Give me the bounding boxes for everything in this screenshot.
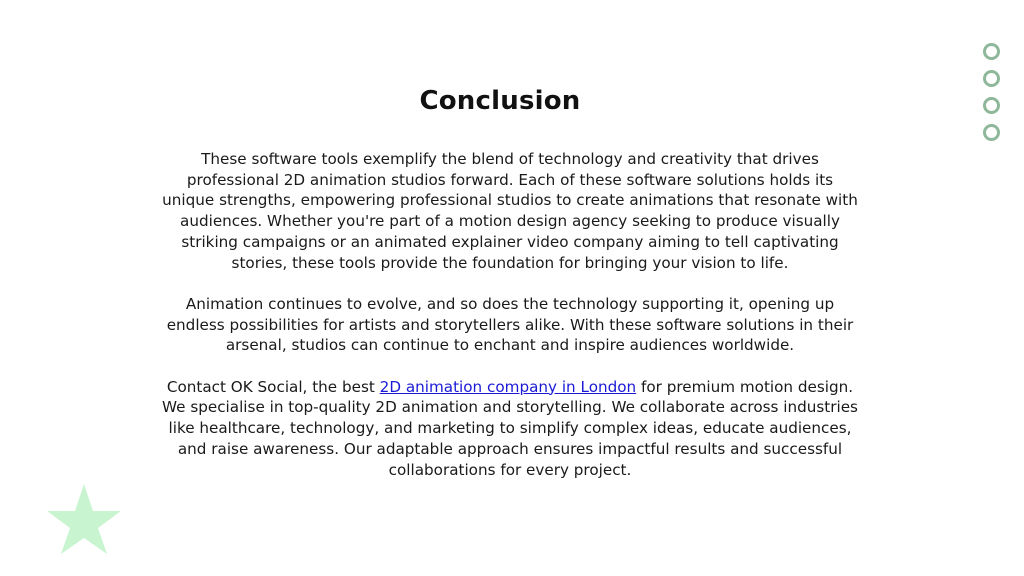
paragraph-3 bbox=[160, 377, 860, 481]
page-title: Conclusion bbox=[419, 86, 581, 116]
star-icon bbox=[46, 482, 122, 556]
animation-company-link[interactable]: 2D animation company in London bbox=[379, 377, 637, 396]
paragraph-1: These software tools exemplify the blend of technology and creativity that drives professional 2D animation studios forward. Each of these software solutions holds its unique strengths, empowering professional studios to create animations that resonate with audiences. Whether you're part of a motion design agency seeking to produce visually striking campaigns or an animated explainer video company aiming to tell captivating stories, these tools provide the foundation for bringing your vision to life. bbox=[162, 150, 858, 272]
decorative-dots bbox=[983, 43, 1001, 151]
ring-icon bbox=[983, 124, 1000, 141]
paragraph-2: Animation continues to evolve, and so does the technology supporting it, opening up endless possibilities for artists and storytellers alike. With these software solutions in their arsenal, studios can continue to enchant and inspire audiences worldwide. bbox=[166, 294, 854, 355]
paragraph-3-rest: for premium motion design. We specialise in top-quality 2D animation and storytelling. We collaborate across industries like healthcare, technology, and marketing to simplify complex ideas, educate audiences, and raise awareness. Our adaptable approach ensures impactful results and successful collaborations for every project. bbox=[162, 377, 858, 479]
ring-icon bbox=[983, 70, 1000, 87]
body-text bbox=[160, 149, 860, 501]
paragraph-3-lead: Contact OK Social, the best bbox=[166, 377, 380, 396]
ring-icon bbox=[983, 97, 1000, 114]
ring-icon bbox=[983, 43, 1000, 60]
